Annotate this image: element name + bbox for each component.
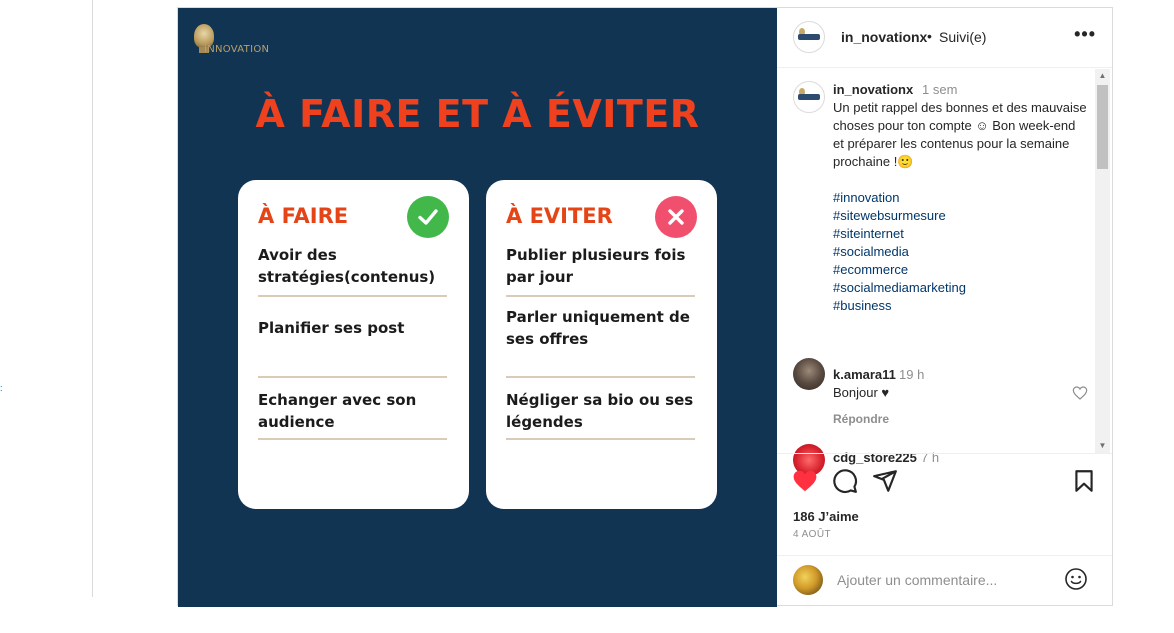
header-separator: • — [927, 28, 932, 44]
do-item: Planifier ses post — [258, 319, 405, 337]
do-item: Avoir des stratégies(contenus) — [258, 246, 436, 286]
scroll-thumb[interactable] — [1097, 85, 1108, 169]
post-modal — [177, 7, 1113, 606]
emoji-icon[interactable] — [1064, 567, 1088, 591]
post-header — [777, 8, 1112, 68]
comments-list — [777, 69, 1112, 465]
dont-card — [486, 180, 717, 509]
post-date[interactable]: 4 AOÛT — [793, 529, 831, 540]
reply-button[interactable]: Répondre — [833, 412, 890, 426]
image-title: À FAIRE ET À ÉVITER — [255, 92, 700, 136]
comment-like-icon[interactable] — [1072, 385, 1088, 401]
hashtag-link[interactable]: #ecommerce — [833, 262, 909, 277]
caption-username[interactable]: in_novationx — [833, 82, 914, 97]
scroll-down-arrow-icon[interactable]: ▼ — [1098, 441, 1107, 450]
like-heart-icon[interactable] — [792, 468, 818, 494]
commenter-avatar[interactable] — [793, 358, 825, 390]
dont-item: Parler uniquement de ses offres — [506, 308, 690, 348]
hashtag-link[interactable]: #innovation — [833, 190, 900, 205]
comments-scrollbar[interactable] — [1095, 69, 1110, 453]
post-image — [178, 8, 777, 607]
dont-item: Négliger sa bio ou ses légendes — [506, 391, 694, 431]
checkmark-icon — [407, 196, 449, 238]
brand-logo-text: INNOVATION — [204, 44, 270, 55]
comment-username[interactable]: cdg_store225 — [833, 450, 917, 465]
share-send-icon[interactable] — [872, 468, 898, 494]
left-edge-mark: ∶ — [0, 384, 3, 395]
current-user-avatar — [793, 565, 823, 595]
hashtag-link[interactable]: #socialmedia — [833, 244, 909, 259]
likes-count[interactable]: 186 J’aime — [793, 509, 859, 524]
caption-text: Un petit rappel des bonnes et des mauvaise choses pour ton compte ☺ Bon week-end et préparer les contenus pour la semaine prochaine !🙂 — [833, 100, 1087, 169]
add-comment-bar — [777, 555, 1112, 606]
more-options-icon[interactable]: ••• — [1074, 24, 1096, 44]
comment-input[interactable] — [837, 568, 1057, 592]
brand-logo — [188, 24, 270, 60]
hashtag-list — [833, 189, 966, 315]
comment-username[interactable]: k.amara11 — [833, 367, 896, 382]
cross-icon — [655, 196, 697, 238]
post-side-panel — [777, 8, 1112, 605]
dont-item: Publier plusieurs fois par jour — [506, 246, 686, 286]
author-avatar[interactable] — [793, 21, 825, 53]
caption-avatar[interactable] — [793, 81, 825, 113]
comment-text: Bonjour ♥ — [833, 385, 890, 400]
author-username[interactable]: in_novationx — [841, 29, 928, 45]
comment-bubble-icon[interactable] — [832, 468, 858, 494]
left-column-divider — [92, 0, 93, 597]
post-actions — [777, 453, 1112, 605]
dont-card-heading: À EVITER — [506, 204, 613, 228]
do-item: Echanger avec son audience — [258, 391, 417, 431]
hashtag-link[interactable]: #business — [833, 298, 892, 313]
scroll-up-arrow-icon[interactable]: ▲ — [1098, 71, 1107, 80]
do-card — [238, 180, 469, 509]
follow-status-button[interactable]: Suivi(e) — [939, 29, 987, 45]
hashtag-link[interactable]: #siteinternet — [833, 226, 904, 241]
do-card-heading: À FAIRE — [258, 204, 349, 228]
comment-time[interactable]: 7 h — [921, 450, 940, 465]
comment-time[interactable]: 19 h — [899, 367, 925, 382]
hashtag-link[interactable]: #socialmediamarketing — [833, 280, 966, 295]
caption-time[interactable]: 1 sem — [922, 82, 958, 97]
save-bookmark-icon[interactable] — [1071, 468, 1097, 494]
hashtag-link[interactable]: #sitewebsurmesure — [833, 208, 946, 223]
